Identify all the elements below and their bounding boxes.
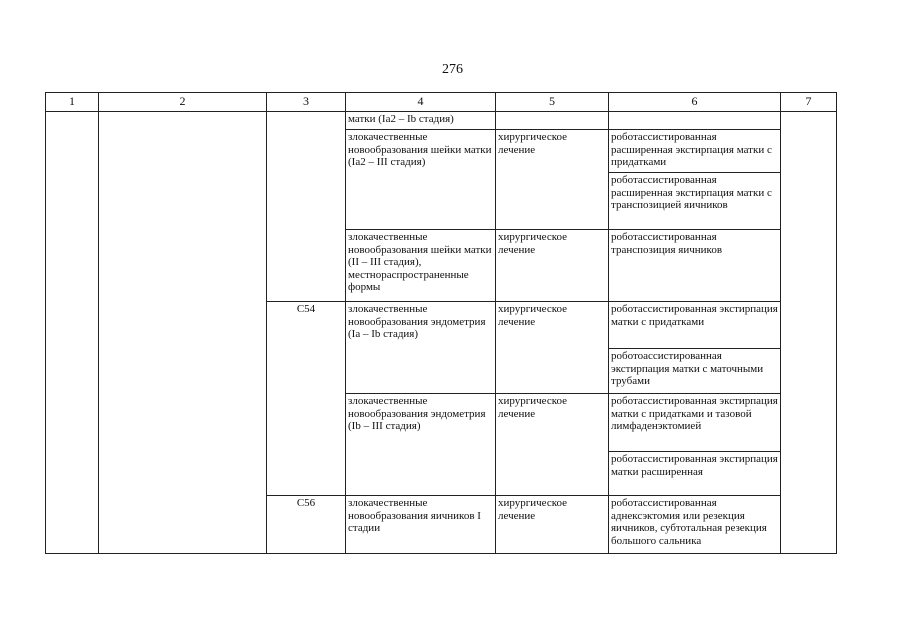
header-row (46, 93, 837, 112)
page-number: 276 (442, 62, 463, 77)
cell-diagnosis: злокачественные новообразования эндометрия (Ia – Ib стадия) (346, 302, 496, 394)
cell-code-continued (267, 112, 346, 302)
column-header-3: 3 (267, 93, 346, 112)
cell-method-continued (609, 112, 781, 130)
cell-treatment: хирургическое лечение (496, 394, 609, 496)
cell-method: роботассистированная экстирпация матки с придатками и тазовой лимфаденэктомией (609, 394, 781, 452)
cell-method: роботассистированная расширенная экстирпация матки с транспозицией яичников (609, 173, 781, 230)
cell-diagnosis-continued: матки (Ia2 – Ib стадия) (346, 112, 496, 130)
cell-diagnosis: злокачественные новообразования эндометрия (Ib – III стадия) (346, 394, 496, 496)
cell-code: C56 (267, 496, 346, 554)
column-header-7: 7 (781, 93, 837, 112)
column-header-5: 5 (496, 93, 609, 112)
cell-method: роботассистированная аднексэктомия или резекция яичников, субтотальная резекция большого сальника (609, 496, 781, 554)
column-header-2: 2 (99, 93, 267, 112)
cell-col1 (46, 112, 99, 554)
cell-col2 (99, 112, 267, 554)
cell-method: роботассистированная экстирпация матки расширенная (609, 452, 781, 496)
cell-treatment-continued (496, 112, 609, 130)
cell-method: роботоассистированная экстирпация матки с маточными трубами (609, 349, 781, 394)
cell-treatment: хирургическое лечение (496, 230, 609, 302)
cell-method: роботассистированная транспозиция яичников (609, 230, 781, 302)
column-header-4: 4 (346, 93, 496, 112)
cell-method: роботассистированная расширенная экстирпация матки с придатками (609, 130, 781, 173)
cell-diagnosis: злокачественные новообразования шейки матки (Ia2 – III стадия) (346, 130, 496, 230)
cell-method: роботассистированная экстирпация матки с придатками (609, 302, 781, 349)
document-table (45, 92, 837, 554)
column-header-6: 6 (609, 93, 781, 112)
cell-treatment: хирургическое лечение (496, 496, 609, 554)
cell-diagnosis: злокачественные новообразования шейки матки (II – III стадия), местнораспространенные формы (346, 230, 496, 302)
cell-diagnosis: злокачественные новообразования яичников I стадии (346, 496, 496, 554)
cell-treatment: хирургическое лечение (496, 302, 609, 394)
table-row (46, 112, 837, 130)
cell-col7 (781, 112, 837, 554)
cell-code: C54 (267, 302, 346, 496)
column-header-1: 1 (46, 93, 99, 112)
cell-treatment: хирургическое лечение (496, 130, 609, 230)
